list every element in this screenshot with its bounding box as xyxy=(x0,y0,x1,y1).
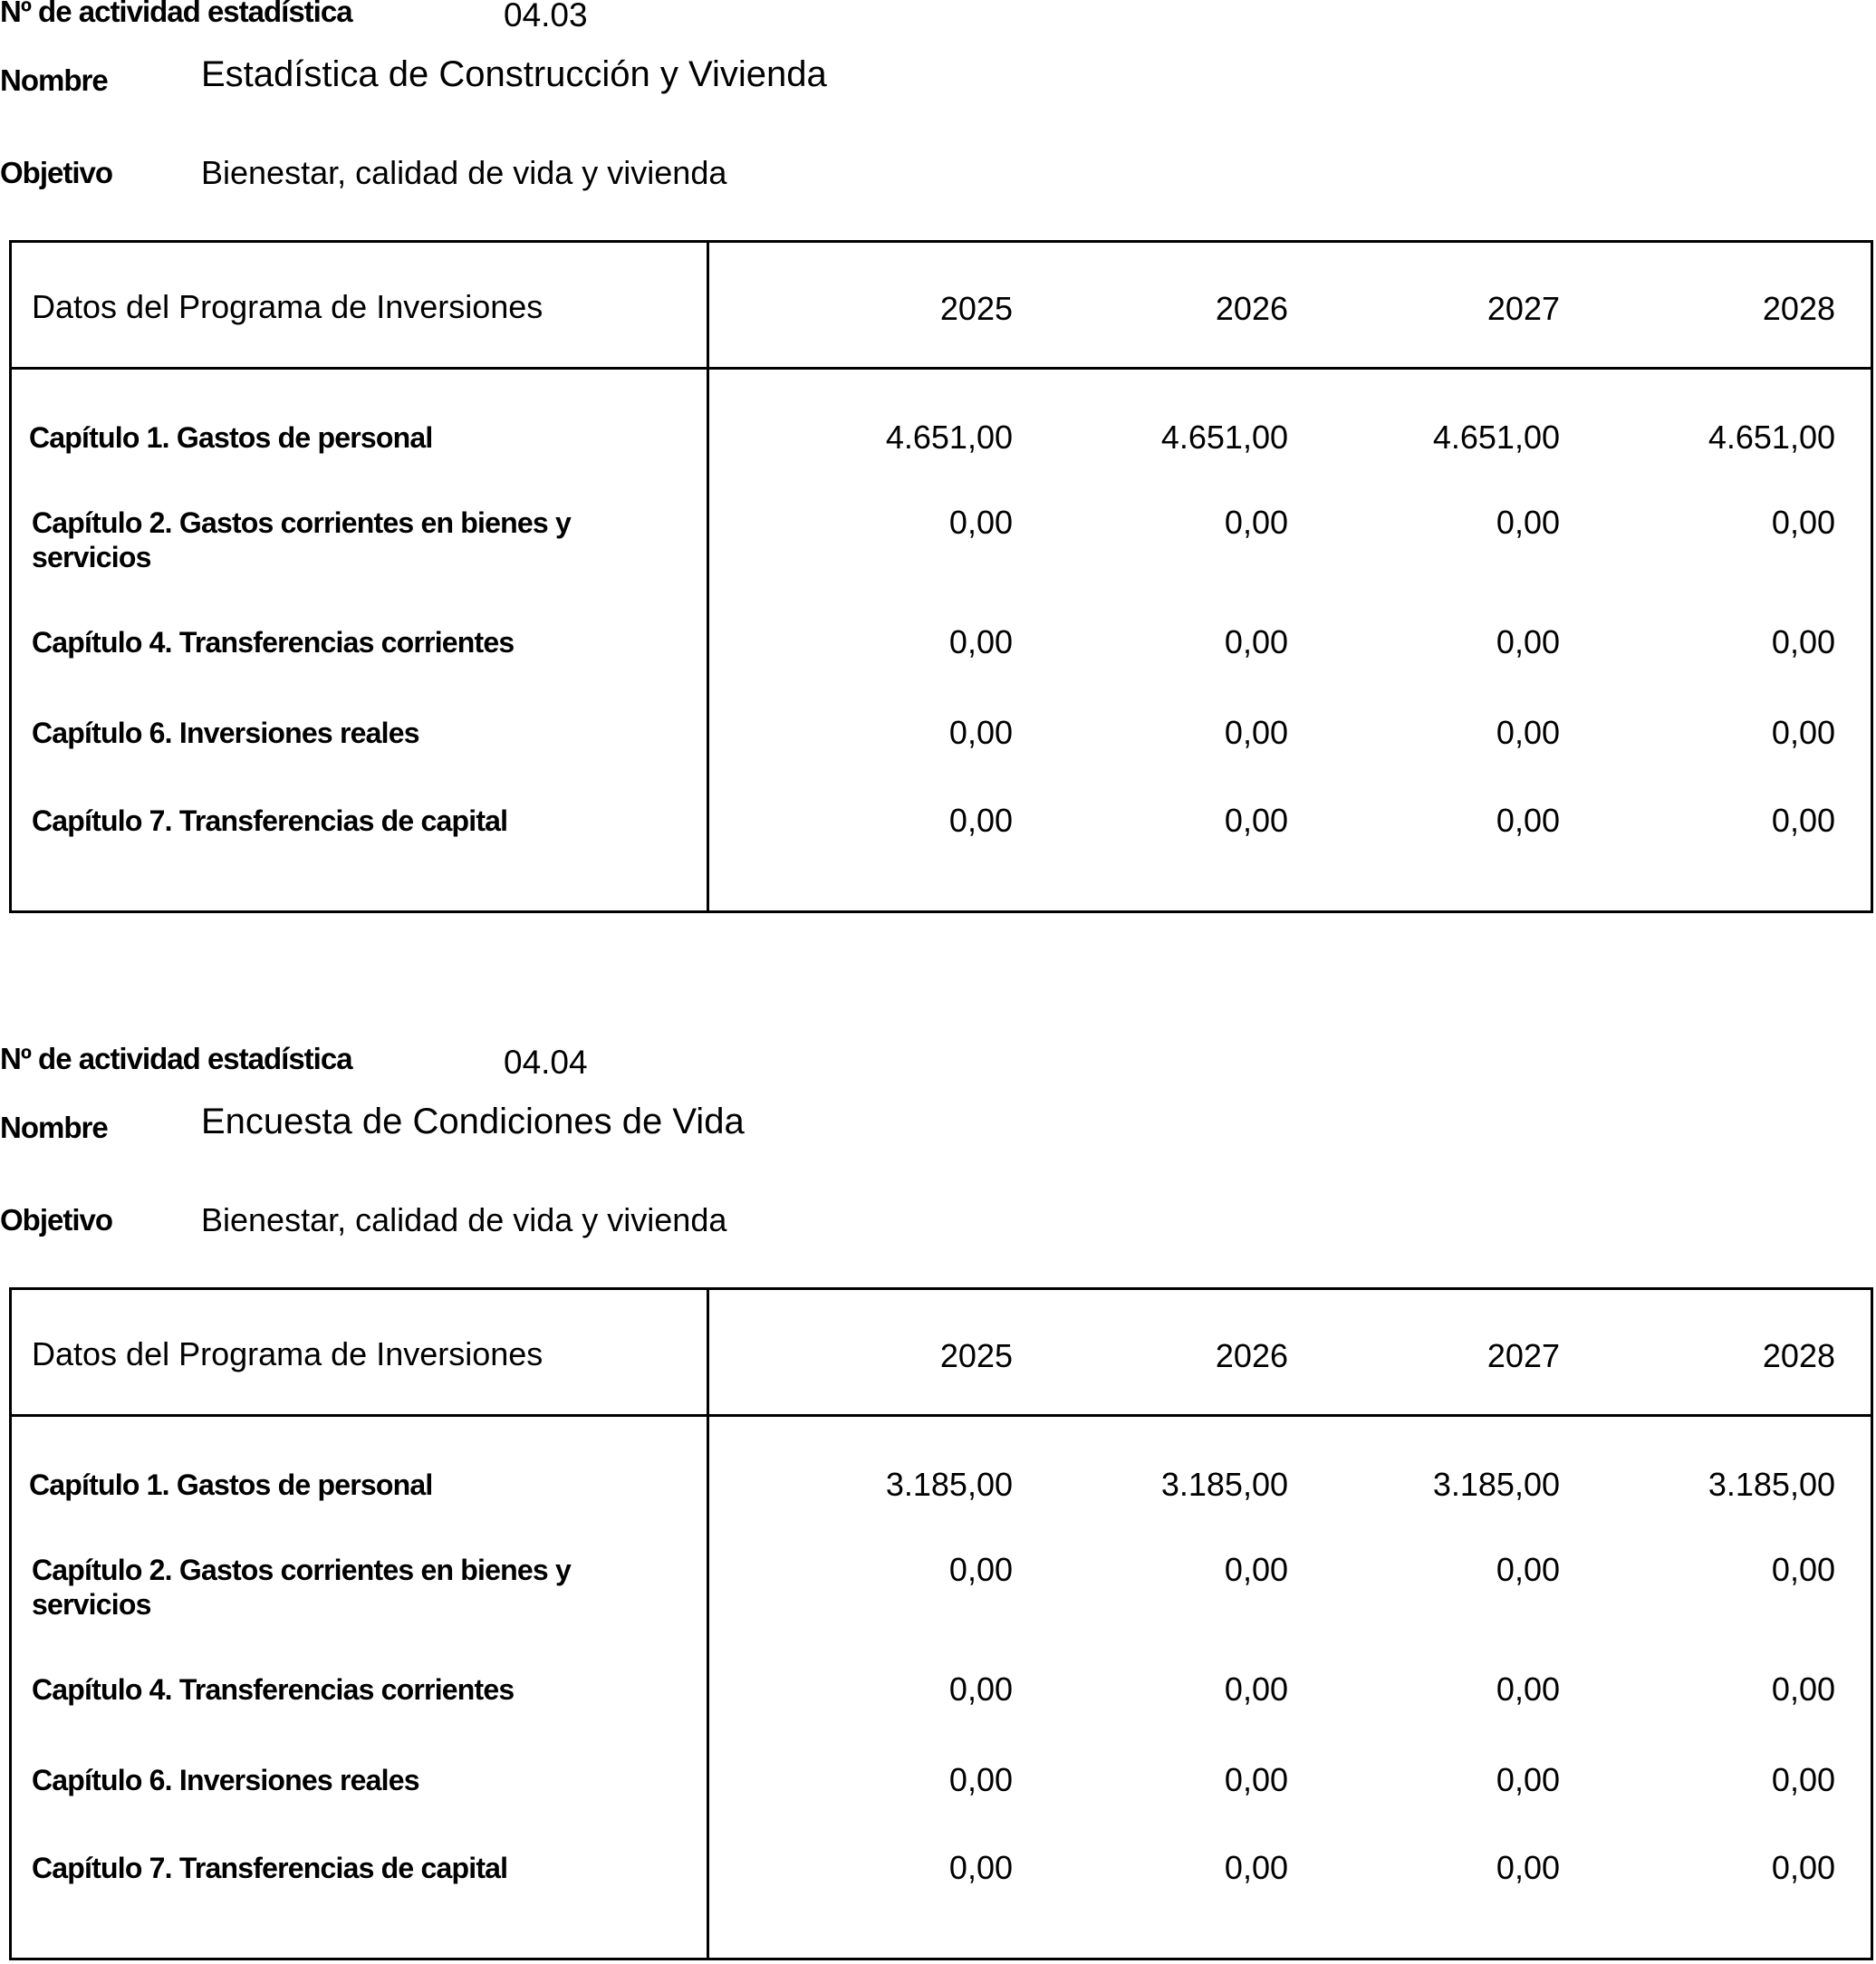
cell-value: 0,00 xyxy=(948,714,1013,751)
activity-number-value: 04.04 xyxy=(504,1044,588,1081)
header-divider xyxy=(12,1414,1871,1417)
table-header-title: Datos del Programa de Inversiones xyxy=(32,288,544,325)
cell-value: 0,00 xyxy=(1496,714,1560,751)
activity-number-value: 04.03 xyxy=(504,0,588,34)
cell-value: 0,00 xyxy=(1771,504,1835,541)
table-row xyxy=(12,420,1871,475)
year-header: 2028 xyxy=(1762,290,1835,327)
cell-value: 0,00 xyxy=(1496,623,1560,660)
nombre-value: Estadística de Construcción y Vivienda xyxy=(201,54,827,94)
cell-value: 3.185,00 xyxy=(885,1466,1013,1503)
objetivo-label: Objetivo xyxy=(0,156,113,189)
objetivo-label: Objetivo xyxy=(0,1203,113,1237)
cell-value: 0,00 xyxy=(1771,1849,1835,1886)
cell-value: 0,00 xyxy=(1496,1761,1560,1798)
table-header-title: Datos del Programa de Inversiones xyxy=(32,1335,544,1372)
investment-table xyxy=(9,1287,1873,1960)
table-row xyxy=(12,504,1871,573)
year-header: 2028 xyxy=(1762,1337,1835,1374)
cell-value: 0,00 xyxy=(948,1551,1013,1588)
row-label: Capítulo 6. Inversiones reales xyxy=(32,1764,419,1796)
cell-value: 0,00 xyxy=(1224,1761,1288,1798)
table-row xyxy=(12,716,1871,770)
investment-table xyxy=(9,240,1873,913)
cell-value: 0,00 xyxy=(1771,1761,1835,1798)
row-label: Capítulo 1. Gastos de personal xyxy=(29,421,433,454)
objetivo-value: Bienestar, calidad de vida y vivienda xyxy=(201,1201,727,1238)
cell-value: 3.185,00 xyxy=(1160,1466,1288,1503)
activity-number-label: Nº de actividad estadística xyxy=(0,1042,352,1075)
year-header: 2026 xyxy=(1215,290,1288,327)
cell-value: 0,00 xyxy=(1496,1670,1560,1708)
cell-value: 0,00 xyxy=(948,623,1013,660)
cell-value: 0,00 xyxy=(1224,714,1288,751)
row-label: Capítulo 4. Transferencias corrientes xyxy=(32,1673,515,1706)
cell-value: 0,00 xyxy=(1224,802,1288,839)
nombre-label: Nombre xyxy=(0,1111,108,1144)
cell-value: 4.651,00 xyxy=(1160,419,1288,456)
year-header: 2026 xyxy=(1215,1337,1288,1374)
table-row xyxy=(12,1763,1871,1817)
table-row xyxy=(12,804,1871,858)
table-row xyxy=(12,1551,1871,1621)
year-header: 2027 xyxy=(1486,1337,1560,1374)
year-header: 2025 xyxy=(939,290,1013,327)
cell-value: 0,00 xyxy=(1771,1670,1835,1708)
row-label: Capítulo 7. Transferencias de capital xyxy=(32,804,508,837)
cell-value: 0,00 xyxy=(1224,623,1288,660)
cell-value: 4.651,00 xyxy=(885,419,1013,456)
table-row xyxy=(12,1468,1871,1522)
table-row xyxy=(12,625,1871,679)
cell-value: 0,00 xyxy=(1496,504,1560,541)
cell-value: 0,00 xyxy=(1224,1849,1288,1886)
cell-value: 0,00 xyxy=(1224,1551,1288,1588)
table-row xyxy=(12,1672,1871,1727)
table-row xyxy=(12,1851,1871,1905)
cell-value: 0,00 xyxy=(1496,1551,1560,1588)
cell-value: 0,00 xyxy=(1771,623,1835,660)
year-header: 2027 xyxy=(1486,290,1560,327)
row-label: Capítulo 2. Gastos corrientes en bienes y servicios xyxy=(32,506,571,573)
year-header: 2025 xyxy=(939,1337,1013,1374)
row-label: Capítulo 6. Inversiones reales xyxy=(32,717,419,749)
cell-value: 4.651,00 xyxy=(1708,419,1835,456)
cell-value: 0,00 xyxy=(948,802,1013,839)
row-label: Capítulo 4. Transferencias corrientes xyxy=(32,626,515,659)
cell-value: 0,00 xyxy=(1771,714,1835,751)
row-label: Capítulo 2. Gastos corrientes en bienes y servicios xyxy=(32,1554,571,1621)
cell-value: 0,00 xyxy=(1224,1670,1288,1708)
cell-value: 3.185,00 xyxy=(1708,1466,1835,1503)
nombre-value: Encuesta de Condiciones de Vida xyxy=(201,1102,745,1141)
row-label: Capítulo 7. Transferencias de capital xyxy=(32,1852,508,1884)
activity-section xyxy=(0,0,1876,915)
row-label: Capítulo 1. Gastos de personal xyxy=(29,1468,433,1501)
cell-value: 0,00 xyxy=(948,1849,1013,1886)
cell-value: 0,00 xyxy=(948,504,1013,541)
cell-value: 0,00 xyxy=(1771,1551,1835,1588)
cell-value: 3.185,00 xyxy=(1432,1466,1560,1503)
nombre-label: Nombre xyxy=(0,63,108,97)
cell-value: 0,00 xyxy=(1771,802,1835,839)
objetivo-value: Bienestar, calidad de vida y vivienda xyxy=(201,154,727,191)
activity-section xyxy=(0,1042,1876,1962)
cell-value: 0,00 xyxy=(1496,802,1560,839)
cell-value: 0,00 xyxy=(1496,1849,1560,1886)
activity-number-label: Nº de actividad estadística xyxy=(0,0,352,28)
cell-value: 0,00 xyxy=(948,1761,1013,1798)
cell-value: 0,00 xyxy=(948,1670,1013,1708)
cell-value: 0,00 xyxy=(1224,504,1288,541)
header-divider xyxy=(12,367,1871,370)
cell-value: 4.651,00 xyxy=(1432,419,1560,456)
